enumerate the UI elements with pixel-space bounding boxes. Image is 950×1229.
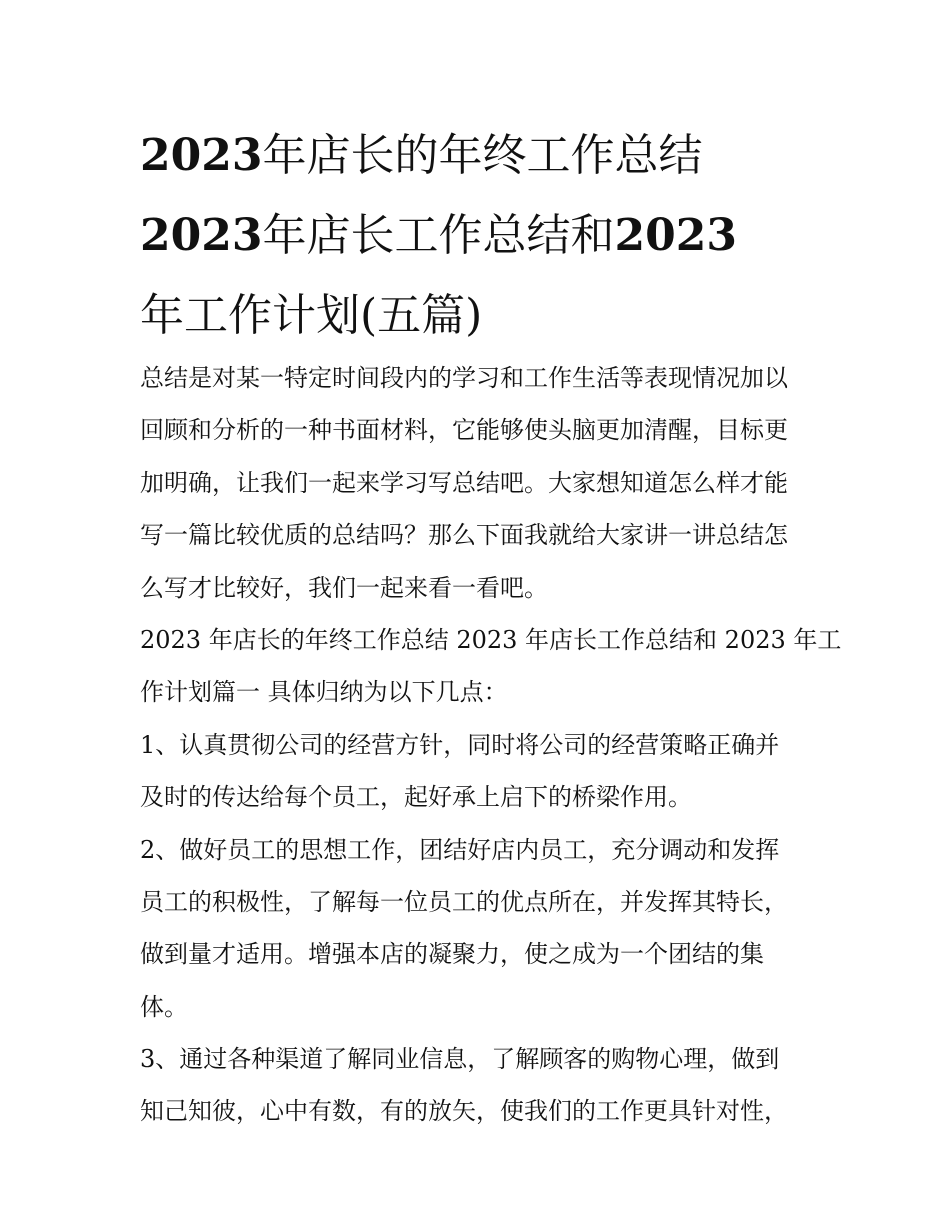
title-line: 2023年店长的年终工作总结	[140, 130, 703, 181]
body-line: 么写才比较好，我们一起来看一看吧。	[140, 573, 548, 602]
body-line: 写一篇比较优质的总结吗？那么下面我就给大家讲一讲总结怎	[140, 521, 788, 550]
title-line: 2023年店长工作总结和2023	[140, 210, 737, 261]
title-year: 2023	[140, 130, 263, 181]
body-line: 2023 年店长的年终工作总结 2023 年店长工作总结和 2023 年工	[140, 625, 842, 654]
body-line: 做到量才适用。增强本店的凝聚力，使之成为一个团结的集	[140, 940, 764, 969]
title-year: 2023	[614, 210, 737, 261]
document-body	[140, 352, 842, 1138]
body-line: 加明确，让我们一起来学习写总结吧。大家想知道怎么样才能	[140, 468, 788, 497]
title-line: 年工作计划(五篇)	[140, 290, 483, 341]
body-line: 员工的积极性，了解每一位员工的优点所在，并发挥其特长，	[140, 887, 788, 916]
body-line: 回顾和分析的一种书面材料，它能够使头脑更加清醒，目标更	[140, 416, 788, 445]
body-line: 体。	[140, 992, 188, 1021]
document-title	[140, 116, 820, 356]
body-line: 3、通过各种渠道了解同业信息，了解顾客的购物心理，做到	[140, 1045, 780, 1074]
body-line: 作计划篇一 具体归纳为以下几点：	[140, 678, 508, 707]
body-line: 及时的传达给每个员工，起好承上启下的桥梁作用。	[140, 783, 692, 812]
body-line: 总结是对某一特定时间段内的学习和工作生活等表现情况加以	[140, 364, 788, 392]
body-line: 知己知彼，心中有数，有的放矢，使我们的工作更具针对性，	[140, 1097, 788, 1126]
body-line: 1、认真贯彻公司的经营方针，同时将公司的经营策略正确并	[140, 730, 780, 759]
title-year: 2023	[140, 210, 263, 261]
body-line: 2、做好员工的思想工作，团结好店内员工，充分调动和发挥	[140, 835, 780, 864]
